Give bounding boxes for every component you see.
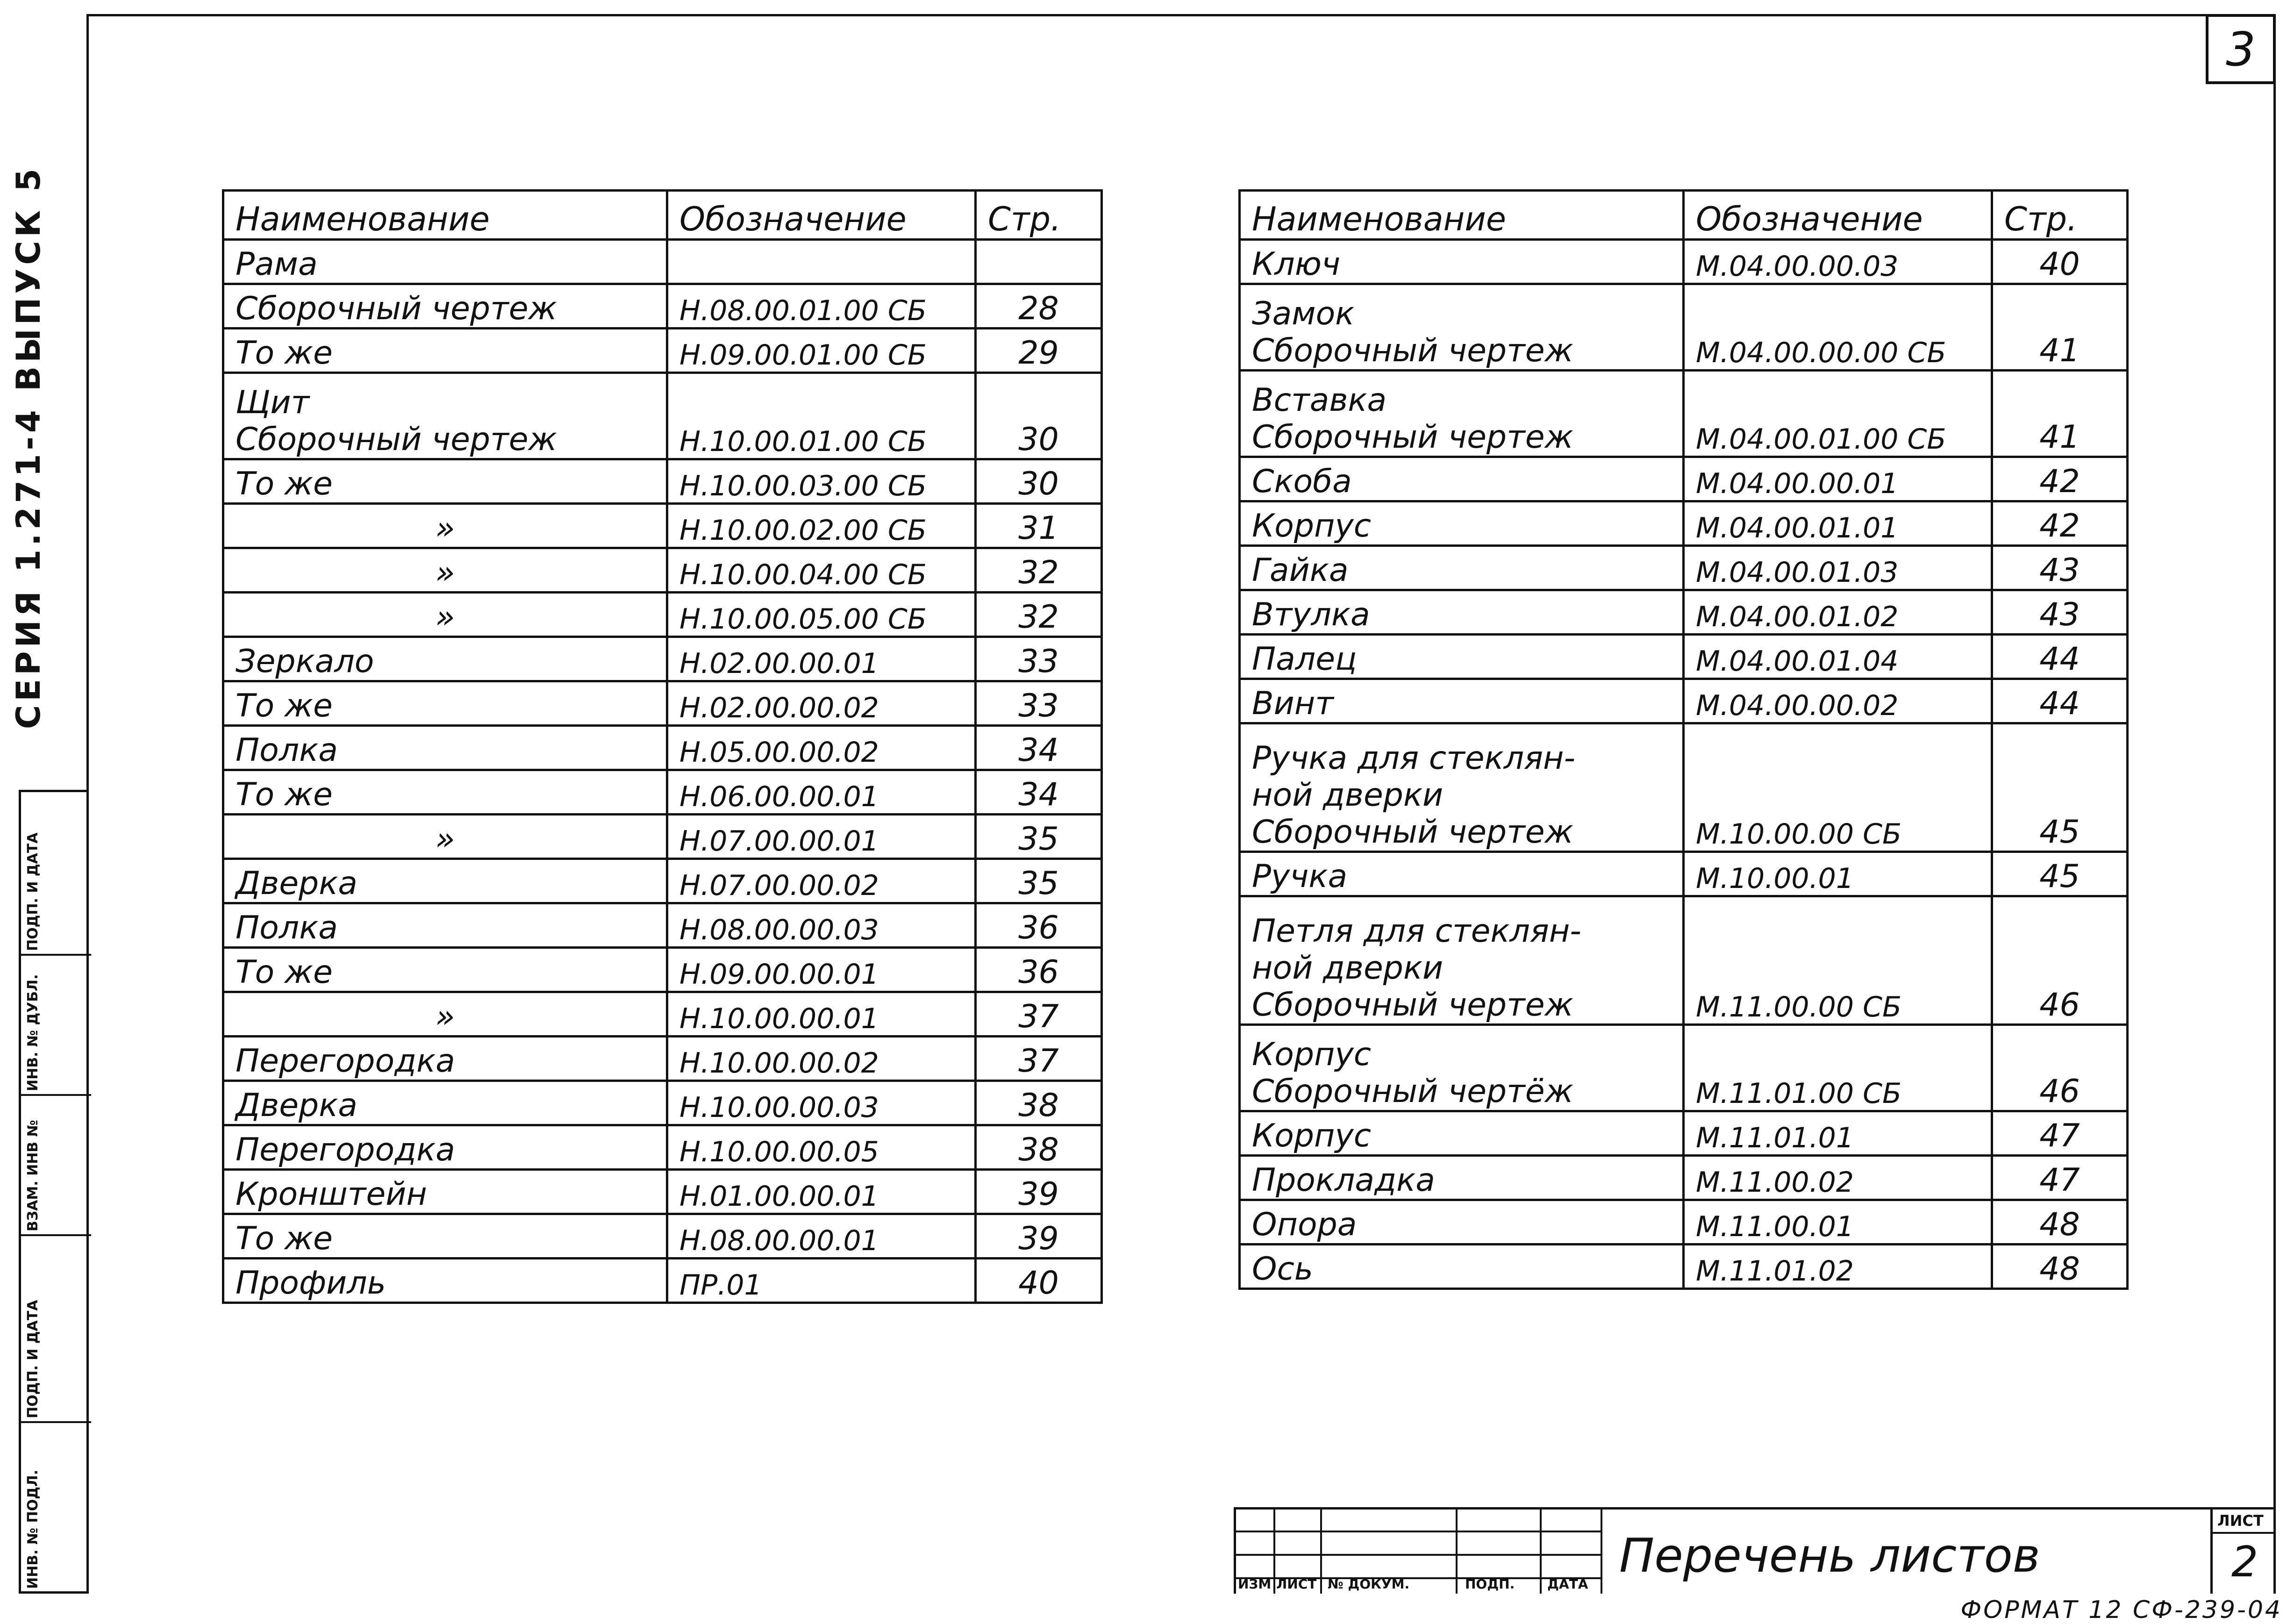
cell-page: 36 bbox=[976, 903, 1102, 948]
cell-page: 48 bbox=[1992, 1245, 2128, 1289]
stamp-cell bbox=[21, 1423, 91, 1594]
cell-page: 46 bbox=[1992, 1025, 2128, 1111]
cell-name-line: Корпус bbox=[1252, 1117, 1372, 1154]
sheet-number: 2 bbox=[2231, 1538, 2258, 1587]
cell-name-line: Профиль bbox=[236, 1265, 386, 1302]
cell-designation: Н.10.00.02.00 СБ bbox=[667, 504, 976, 548]
cell-name-line: Сборочный чертеж bbox=[1252, 332, 1573, 369]
stamp-label: ПОДП. И ДАТА bbox=[25, 1300, 41, 1418]
cell-page: 45 bbox=[1992, 852, 2128, 896]
cell-page: 44 bbox=[1992, 679, 2128, 723]
header-designation: Обозначение bbox=[667, 191, 976, 240]
cell-name bbox=[223, 1037, 667, 1081]
cell-page: 32 bbox=[976, 593, 1102, 637]
cell-name bbox=[1240, 501, 1684, 546]
cell-name bbox=[223, 593, 667, 637]
cell-page: 41 bbox=[1992, 371, 2128, 457]
table-row bbox=[1240, 1111, 2128, 1156]
table-row bbox=[223, 637, 1102, 681]
cell-designation: Н.07.00.00.02 bbox=[667, 859, 976, 903]
cell-page: 33 bbox=[976, 637, 1102, 681]
cell-designation: Н.10.00.00.02 bbox=[667, 1037, 976, 1081]
header-page: Стр. bbox=[1992, 191, 2128, 240]
cell-name-line: Дверка bbox=[236, 865, 357, 902]
table-row bbox=[223, 1037, 1102, 1081]
cell-designation: М.11.00.02 bbox=[1684, 1156, 1992, 1200]
cell-name-line: Сборочный чертеж bbox=[236, 421, 557, 458]
cell-designation: Н.01.00.00.01 bbox=[667, 1170, 976, 1214]
cell-designation: М.04.00.00.03 bbox=[1684, 240, 1992, 284]
cell-designation: Н.10.00.00.05 bbox=[667, 1125, 976, 1170]
table-row bbox=[223, 770, 1102, 815]
cell-page: 39 bbox=[976, 1170, 1102, 1214]
cell-name bbox=[223, 815, 667, 859]
cell-name-line: Сборочный чертёж bbox=[1252, 1073, 1573, 1110]
sheet-list-left bbox=[222, 189, 1103, 1304]
tb-header: № ДОКУМ. bbox=[1328, 1576, 1410, 1592]
cell-name bbox=[223, 373, 667, 459]
cell-name-line: Втулка bbox=[1252, 596, 1370, 633]
cell-name bbox=[1240, 240, 1684, 284]
cell-name bbox=[223, 1125, 667, 1170]
table-row bbox=[1240, 896, 2128, 1025]
cell-name-line: Сборочный чертеж bbox=[236, 290, 557, 327]
cell-designation: Н.09.00.01.00 СБ bbox=[667, 329, 976, 373]
cell-designation: М.11.00.00 СБ bbox=[1684, 896, 1992, 1025]
cell-page: 48 bbox=[1992, 1200, 2128, 1245]
cell-name-line: Гайка bbox=[1252, 552, 1349, 589]
cell-page bbox=[976, 240, 1102, 284]
cell-name-line: Вставка bbox=[1252, 382, 1387, 419]
cell-name-line: Ручка bbox=[1252, 858, 1348, 895]
table-row bbox=[1240, 501, 2128, 546]
cell-designation: М.11.01.00 СБ bbox=[1684, 1025, 1992, 1111]
table-row bbox=[223, 284, 1102, 329]
cell-designation: М.11.00.01 bbox=[1684, 1200, 1992, 1245]
cell-name bbox=[223, 726, 667, 770]
cell-designation: М.04.00.00.00 СБ bbox=[1684, 284, 1992, 371]
cell-designation: М.04.00.01.01 bbox=[1684, 501, 1992, 546]
table-row bbox=[1240, 679, 2128, 723]
cell-page: 29 bbox=[976, 329, 1102, 373]
table-row bbox=[223, 726, 1102, 770]
cell-name bbox=[1240, 590, 1684, 635]
stamp-cell bbox=[21, 956, 91, 1096]
cell-designation: Н.10.00.03.00 СБ bbox=[667, 459, 976, 504]
stamp-cell bbox=[21, 792, 91, 956]
cell-page: 34 bbox=[976, 726, 1102, 770]
cell-name-line: Прокладка bbox=[1252, 1162, 1435, 1199]
cell-page: 39 bbox=[976, 1214, 1102, 1259]
cell-designation: М.04.00.01.00 СБ bbox=[1684, 371, 1992, 457]
cell-name-line: Кронштейн bbox=[236, 1176, 427, 1213]
cell-designation: Н.10.00.05.00 СБ bbox=[667, 593, 976, 637]
cell-name-line: » bbox=[435, 998, 455, 1035]
table-row bbox=[1240, 590, 2128, 635]
table-row bbox=[223, 948, 1102, 992]
cell-page: 35 bbox=[976, 859, 1102, 903]
table-row bbox=[1240, 371, 2128, 457]
stamp-label: ИНВ. № ДУБЛ. bbox=[25, 974, 41, 1091]
cell-page: 45 bbox=[1992, 723, 2128, 852]
cell-page: 41 bbox=[1992, 284, 2128, 371]
cell-designation: Н.08.00.00.01 bbox=[667, 1214, 976, 1259]
cell-designation: М.04.00.00.02 bbox=[1684, 679, 1992, 723]
cell-name bbox=[223, 459, 667, 504]
cell-page: 42 bbox=[1992, 457, 2128, 501]
cell-designation: М.04.00.01.02 bbox=[1684, 590, 1992, 635]
table-row bbox=[223, 992, 1102, 1037]
cell-name-line: » bbox=[435, 599, 455, 636]
cell-designation: М.10.00.01 bbox=[1684, 852, 1992, 896]
cell-page: 38 bbox=[976, 1125, 1102, 1170]
cell-name-line: Замок bbox=[1252, 295, 1355, 332]
cell-designation bbox=[667, 240, 976, 284]
stamp-cell bbox=[21, 1236, 91, 1423]
table-row bbox=[223, 1214, 1102, 1259]
cell-designation: Н.06.00.00.01 bbox=[667, 770, 976, 815]
cell-name-line: То же bbox=[236, 776, 333, 813]
tb-header: ЛИСТ bbox=[1276, 1576, 1317, 1592]
stamp-label: ИНВ. № ПОДЛ. bbox=[25, 1469, 41, 1589]
cell-name bbox=[1240, 1156, 1684, 1200]
cell-name bbox=[223, 1214, 667, 1259]
cell-page: 43 bbox=[1992, 546, 2128, 590]
cell-name bbox=[223, 903, 667, 948]
cell-name-line: Ось bbox=[1252, 1251, 1313, 1288]
cell-page: 40 bbox=[976, 1259, 1102, 1303]
cell-designation: Н.08.00.01.00 СБ bbox=[667, 284, 976, 329]
cell-name-line: То же bbox=[236, 687, 333, 724]
table-row bbox=[1240, 1025, 2128, 1111]
cell-name bbox=[223, 329, 667, 373]
cell-name-line: Корпус bbox=[1252, 1036, 1372, 1073]
cell-designation: Н.10.00.00.01 bbox=[667, 992, 976, 1037]
cell-name-line: Винт bbox=[1252, 685, 1334, 722]
table-row bbox=[223, 903, 1102, 948]
cell-designation: М.04.00.00.01 bbox=[1684, 457, 1992, 501]
series-text: СЕРИЯ 1.271-4 ВЫПУСК 5 bbox=[9, 165, 48, 729]
cell-name bbox=[223, 637, 667, 681]
page-number: 3 bbox=[2206, 14, 2276, 84]
cell-name-line: Ручка для стеклян- bbox=[1252, 740, 1576, 777]
table-row bbox=[223, 1259, 1102, 1303]
cell-name-line: » bbox=[435, 821, 455, 858]
cell-name bbox=[223, 240, 667, 284]
cell-page: 40 bbox=[1992, 240, 2128, 284]
table-row bbox=[1240, 635, 2128, 679]
cell-page: 42 bbox=[1992, 501, 2128, 546]
tb-header: ПОДП. bbox=[1465, 1576, 1515, 1592]
cell-page: 37 bbox=[976, 1037, 1102, 1081]
cell-name bbox=[1240, 635, 1684, 679]
cell-name bbox=[1240, 1245, 1684, 1289]
cell-name bbox=[223, 1170, 667, 1214]
cell-name bbox=[1240, 371, 1684, 457]
cell-name bbox=[1240, 1200, 1684, 1245]
tb-header: ИЗМ bbox=[1238, 1576, 1272, 1592]
table-row bbox=[1240, 1200, 2128, 1245]
cell-name bbox=[1240, 896, 1684, 1025]
table-row bbox=[1240, 284, 2128, 371]
cell-name-line: Полка bbox=[236, 909, 338, 946]
format-line: ФОРМАТ 12 СФ-239-04 bbox=[1960, 1596, 2282, 1624]
cell-page: 28 bbox=[976, 284, 1102, 329]
cell-name-line: » bbox=[435, 554, 455, 591]
table-row bbox=[223, 593, 1102, 637]
table-row bbox=[1240, 852, 2128, 896]
cell-page: 38 bbox=[976, 1081, 1102, 1125]
cell-designation: Н.02.00.00.02 bbox=[667, 681, 976, 726]
cell-name-line: Палец bbox=[1252, 641, 1357, 678]
cell-name bbox=[223, 770, 667, 815]
sheet-number-box bbox=[2210, 1510, 2276, 1594]
header-designation: Обозначение bbox=[1684, 191, 1992, 240]
cell-designation: М.10.00.00 СБ bbox=[1684, 723, 1992, 852]
cell-page: 30 bbox=[976, 459, 1102, 504]
cell-name-line: Дверка bbox=[236, 1087, 357, 1124]
cell-name-line: Петля для стеклян- bbox=[1252, 913, 1581, 950]
table-row bbox=[223, 329, 1102, 373]
cell-name-line: Скоба bbox=[1252, 463, 1352, 500]
cell-designation: М.11.01.01 bbox=[1684, 1111, 1992, 1156]
table-row bbox=[1240, 1156, 2128, 1200]
cell-name-line: Сборочный чертеж bbox=[1252, 987, 1573, 1023]
cell-page: 32 bbox=[976, 548, 1102, 593]
cell-name-line: Полка bbox=[236, 732, 338, 769]
cell-name bbox=[223, 1259, 667, 1303]
table-row bbox=[223, 859, 1102, 903]
header-page: Стр. bbox=[976, 191, 1102, 240]
cell-designation: ПР.01 bbox=[667, 1259, 976, 1303]
table-row bbox=[1240, 240, 2128, 284]
table-row bbox=[1240, 546, 2128, 590]
cell-name bbox=[223, 504, 667, 548]
cell-page: 30 bbox=[976, 373, 1102, 459]
table-row bbox=[223, 681, 1102, 726]
cell-designation: Н.10.00.01.00 СБ bbox=[667, 373, 976, 459]
table-row bbox=[223, 1081, 1102, 1125]
cell-designation: Н.07.00.00.01 bbox=[667, 815, 976, 859]
cell-designation: М.11.01.02 bbox=[1684, 1245, 1992, 1289]
cell-name-line: Сборочный чертеж bbox=[1252, 814, 1573, 851]
cell-name bbox=[223, 681, 667, 726]
cell-name bbox=[1240, 1111, 1684, 1156]
cell-name-line: Щит bbox=[236, 384, 310, 421]
cell-name bbox=[223, 548, 667, 593]
revision-grid bbox=[1236, 1510, 1601, 1594]
stamp-label: ВЗАМ. ИНВ № bbox=[25, 1120, 41, 1231]
cell-name bbox=[1240, 1025, 1684, 1111]
cell-designation: Н.10.00.04.00 СБ bbox=[667, 548, 976, 593]
cell-name-line: » bbox=[435, 510, 455, 547]
cell-name bbox=[1240, 679, 1684, 723]
cell-page: 46 bbox=[1992, 896, 2128, 1025]
cell-name-line: Перегородка bbox=[236, 1131, 455, 1168]
table-row bbox=[223, 373, 1102, 459]
cell-name bbox=[1240, 723, 1684, 852]
cell-name bbox=[223, 948, 667, 992]
stamp-strip bbox=[19, 790, 89, 1594]
table-header-row bbox=[223, 191, 1102, 240]
cell-designation: М.04.00.01.04 bbox=[1684, 635, 1992, 679]
cell-name bbox=[1240, 546, 1684, 590]
table-row bbox=[223, 459, 1102, 504]
cell-page: 33 bbox=[976, 681, 1102, 726]
header-name: Наименование bbox=[1240, 191, 1684, 240]
cell-name-line: Сборочный чертеж bbox=[1252, 419, 1573, 456]
table-row bbox=[223, 815, 1102, 859]
table-row bbox=[1240, 723, 2128, 852]
cell-page: 44 bbox=[1992, 635, 2128, 679]
sheet-list-right bbox=[1238, 189, 2129, 1290]
cell-name bbox=[223, 1081, 667, 1125]
stamp-cell bbox=[21, 1096, 91, 1236]
cell-page: 36 bbox=[976, 948, 1102, 992]
cell-designation: Н.08.00.00.03 bbox=[667, 903, 976, 948]
tb-header: ДАТА bbox=[1547, 1576, 1588, 1592]
cell-name bbox=[1240, 284, 1684, 371]
cell-name-line: ной дверки bbox=[1252, 950, 1444, 987]
cell-name-line: Рама bbox=[236, 246, 318, 283]
cell-page: 43 bbox=[1992, 590, 2128, 635]
sheet-label: ЛИСТ bbox=[2217, 1512, 2264, 1530]
table-header-row bbox=[1240, 191, 2128, 240]
cell-name-line: То же bbox=[236, 335, 333, 372]
cell-name-line: ной дверки bbox=[1252, 777, 1444, 814]
cell-name-line: Корпус bbox=[1252, 508, 1372, 544]
cell-name bbox=[223, 992, 667, 1037]
cell-page: 47 bbox=[1992, 1111, 2128, 1156]
cell-page: 34 bbox=[976, 770, 1102, 815]
cell-page: 37 bbox=[976, 992, 1102, 1037]
cell-name-line: Зеркало bbox=[236, 643, 374, 680]
cell-name bbox=[223, 859, 667, 903]
title-block bbox=[1234, 1507, 2276, 1594]
table-row bbox=[223, 1170, 1102, 1214]
table-row bbox=[223, 1125, 1102, 1170]
cell-name bbox=[223, 284, 667, 329]
cell-name-line: Ключ bbox=[1252, 246, 1341, 283]
cell-designation: М.04.00.01.03 bbox=[1684, 546, 1992, 590]
table-row bbox=[1240, 1245, 2128, 1289]
cell-name bbox=[1240, 852, 1684, 896]
cell-designation: Н.05.00.00.02 bbox=[667, 726, 976, 770]
cell-designation: Н.09.00.00.01 bbox=[667, 948, 976, 992]
table-row bbox=[223, 240, 1102, 284]
cell-page: 47 bbox=[1992, 1156, 2128, 1200]
header-name: Наименование bbox=[223, 191, 667, 240]
cell-designation: Н.02.00.00.01 bbox=[667, 637, 976, 681]
cell-name bbox=[1240, 457, 1684, 501]
cell-name-line: То же bbox=[236, 465, 333, 502]
table-row bbox=[223, 548, 1102, 593]
table-row bbox=[1240, 457, 2128, 501]
cell-name-line: Опора bbox=[1252, 1206, 1357, 1243]
stamp-label: ПОДП. И ДАТА bbox=[25, 832, 41, 951]
document-title: Перечень листов bbox=[1619, 1528, 2040, 1583]
cell-name-line: То же bbox=[236, 1220, 333, 1257]
table-row bbox=[223, 504, 1102, 548]
cell-name-line: То же bbox=[236, 954, 333, 991]
cell-name-line: Перегородка bbox=[236, 1043, 455, 1080]
cell-page: 35 bbox=[976, 815, 1102, 859]
cell-page: 31 bbox=[976, 504, 1102, 548]
cell-designation: Н.10.00.00.03 bbox=[667, 1081, 976, 1125]
